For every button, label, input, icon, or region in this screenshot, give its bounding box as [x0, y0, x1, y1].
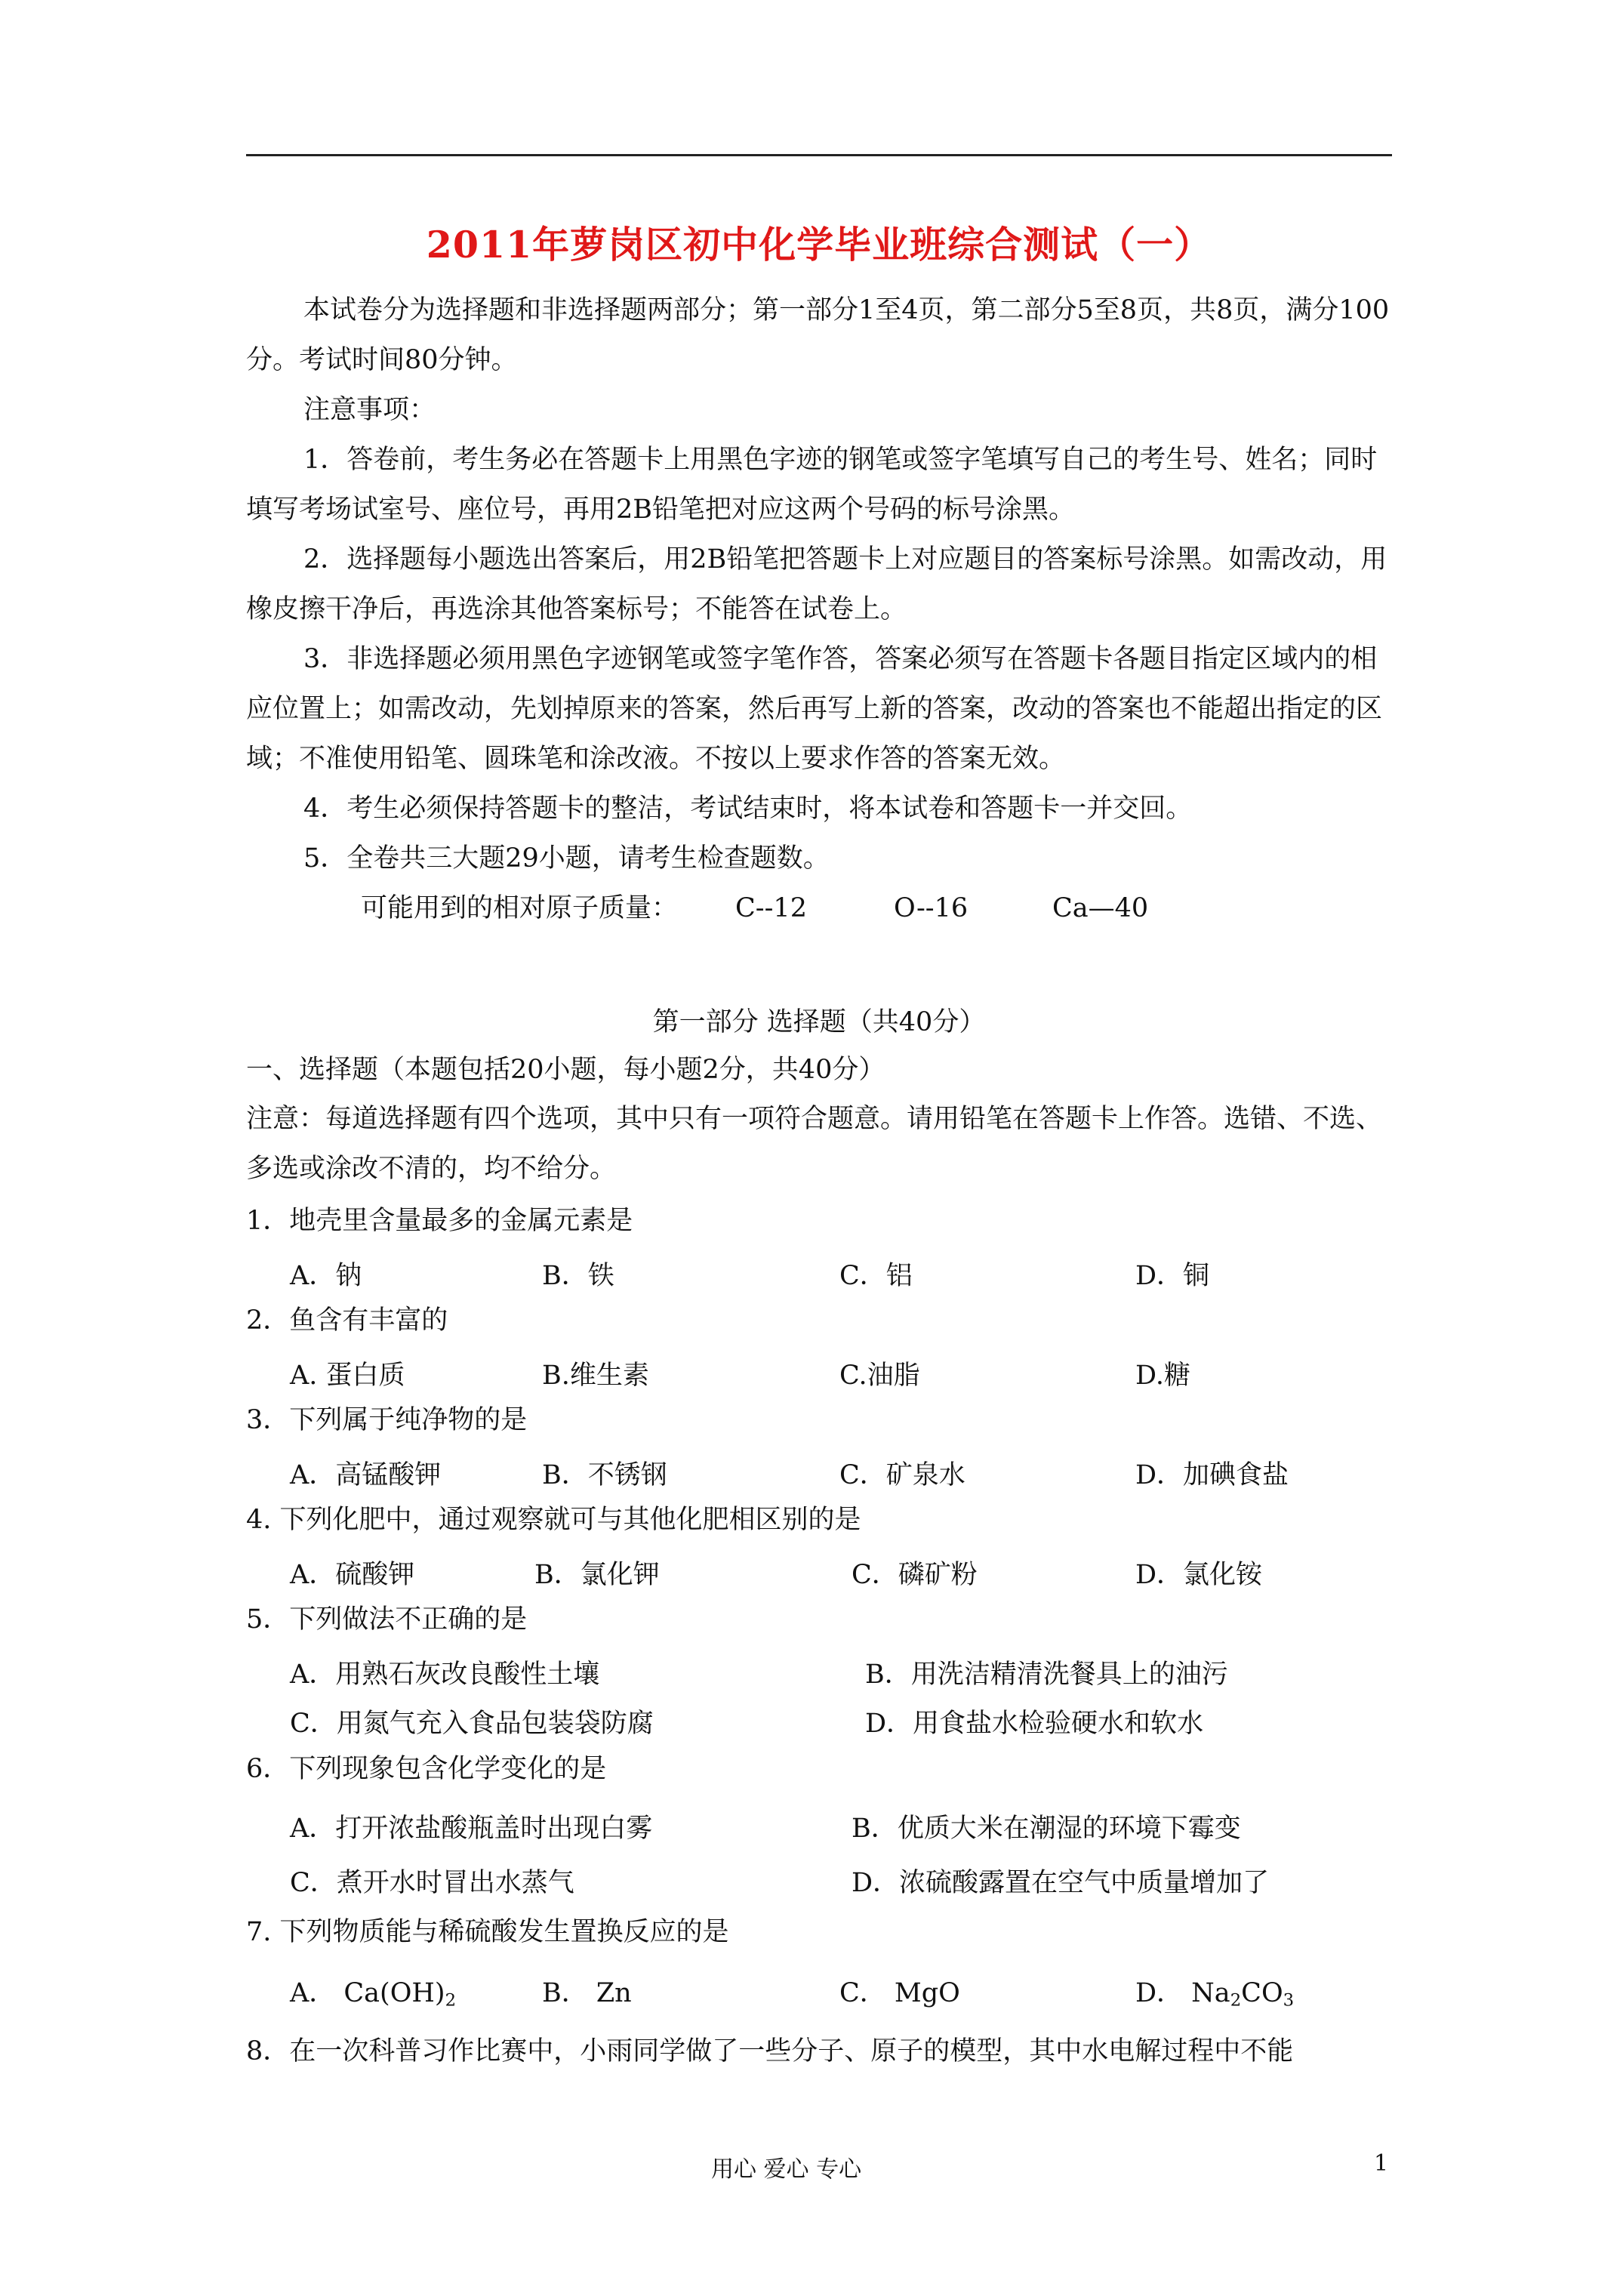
- option-d: D．浓硫酸露置在空气中质量增加了: [852, 1868, 1270, 1898]
- option-c: C．煮开水时冒出水蒸气: [290, 1868, 574, 1898]
- atomic-mass-line: [246, 883, 1392, 933]
- section-one-title: 一、选择题（本题包括20小题，每小题2分，共40分）: [246, 1055, 885, 1085]
- question-6: 6．下列现象包含化学变化的是: [246, 1754, 607, 1784]
- part1-heading: 第一部分 选择题（共40分）: [652, 1007, 986, 1037]
- option-b: B．氯化钾: [534, 1560, 660, 1590]
- option-c: C．矿泉水: [839, 1460, 965, 1490]
- question-1: 1．地壳里含量最多的金属元素是: [246, 1206, 633, 1236]
- option-c: C． MgO: [839, 1978, 960, 2008]
- notice-heading: 注意事项：: [303, 395, 436, 425]
- notice-item-1: 1．答卷前，考生务必在答题卡上用黑色字迹的钢笔或签字笔填写自己的考生号、姓名；同时填写考场试室号、座位号，再用2B铅笔把对应这两个号码的标号涂黑。: [246, 445, 1378, 525]
- question-8: 8．在一次科普习作比赛中，小雨同学做了一些分子、原子的模型，其中水电解过程中不能: [246, 2036, 1294, 2066]
- header-rule: [246, 154, 1392, 156]
- atomic-mass-ca: Ca—40: [1052, 893, 1149, 923]
- option-a: A. 蛋白质: [290, 1361, 405, 1391]
- part1-note: 注意：每道选择题有四个选项，其中只有一项符合题意。请用铅笔在答题卡上作答。选错、不选、多选或涂改不清的，均不给分。: [246, 1104, 1383, 1184]
- option-c: C．磷矿粉: [852, 1560, 978, 1590]
- question-3: 3．下列属于纯净物的是: [246, 1405, 528, 1435]
- option-b: B.维生素: [542, 1361, 649, 1391]
- option-a: A．打开浓盐酸瓶盖时出现白雾: [290, 1814, 653, 1844]
- question-5: 5．下列做法不正确的是: [246, 1604, 528, 1635]
- option-b: B．不锈钢: [542, 1460, 667, 1490]
- option-b: B．用洗洁精清洗餐具上的油污: [865, 1660, 1228, 1690]
- question-4: 4. 下列化肥中，通过观察就可与其他化肥相区别的是: [246, 1505, 861, 1535]
- option-a: A．硫酸钾: [290, 1560, 415, 1590]
- option-a: A．钠: [290, 1261, 362, 1291]
- option-b: B． Zn: [542, 1978, 632, 2008]
- option-a: A．用熟石灰改良酸性土壤: [290, 1660, 600, 1690]
- page-title: 2011年萝岗区初中化学毕业班综合测试（一）: [426, 223, 1212, 267]
- atomic-mass-o: O--16: [894, 893, 969, 923]
- notice-item-5: 5．全卷共三大题29小题，请考生检查题数。: [303, 843, 830, 874]
- atomic-mass-c: C--12: [735, 893, 807, 923]
- option-a: A． $Ca(OH)_2$: [290, 1978, 457, 2011]
- option-d: D．加碘食盐: [1135, 1460, 1289, 1490]
- intro-block: [246, 285, 1392, 933]
- option-d: D．铜: [1135, 1261, 1210, 1291]
- option-a: A．高锰酸钾: [290, 1460, 442, 1490]
- option-b: B．优质大米在潮湿的环境下霉变: [852, 1814, 1241, 1844]
- question-2: 2．鱼含有丰富的: [246, 1305, 448, 1336]
- option-c: C.油脂: [839, 1361, 920, 1391]
- option-c: C．用氮气充入食品包装袋防腐: [290, 1709, 654, 1739]
- notice-item-3: 3．非选择题必须用黑色字迹钢笔或签字笔作答，答案必须写在答题卡各题目指定区域内的相应位置上；如需改动，先划掉原来的答案，然后再写上新的答案，改动的答案也不能超出指定的区域；不准使用铅笔、圆珠笔和涂改液。不按以上要求作答的答案无效。: [246, 644, 1383, 774]
- page-number: 1: [1374, 2150, 1389, 2177]
- footer-motto: 用心 爱心 专心: [711, 2156, 862, 2183]
- option-d: D． $Na_2CO_3$: [1135, 1978, 1295, 2011]
- option-d: D．氯化铵: [1135, 1560, 1263, 1590]
- option-b: B．铁: [542, 1261, 614, 1291]
- option-c: C．铝: [839, 1261, 913, 1291]
- intro-paragraph: 本试卷分为选择题和非选择题两部分；第一部分1至4页，第二部分5至8页，共8页，满分100分。考试时间80分钟。: [246, 295, 1390, 375]
- option-d: D.糖: [1135, 1361, 1190, 1391]
- notice-item-4: 4．考生必须保持答题卡的整洁，考试结束时，将本试卷和答题卡一并交回。: [303, 794, 1193, 824]
- notice-item-2: 2．选择题每小题选出答案后，用2B铅笔把答题卡上对应题目的答案标号涂黑。如需改动，用橡皮擦干净后，再选涂其他答案标号；不能答在试卷上。: [246, 544, 1387, 624]
- option-d: D．用食盐水检验硬水和软水: [865, 1709, 1204, 1739]
- atomic-mass-label: 可能用到的相对原子质量：: [361, 893, 679, 923]
- question-7: 7. 下列物质能与稀硫酸发生置换反应的是: [246, 1917, 729, 1947]
